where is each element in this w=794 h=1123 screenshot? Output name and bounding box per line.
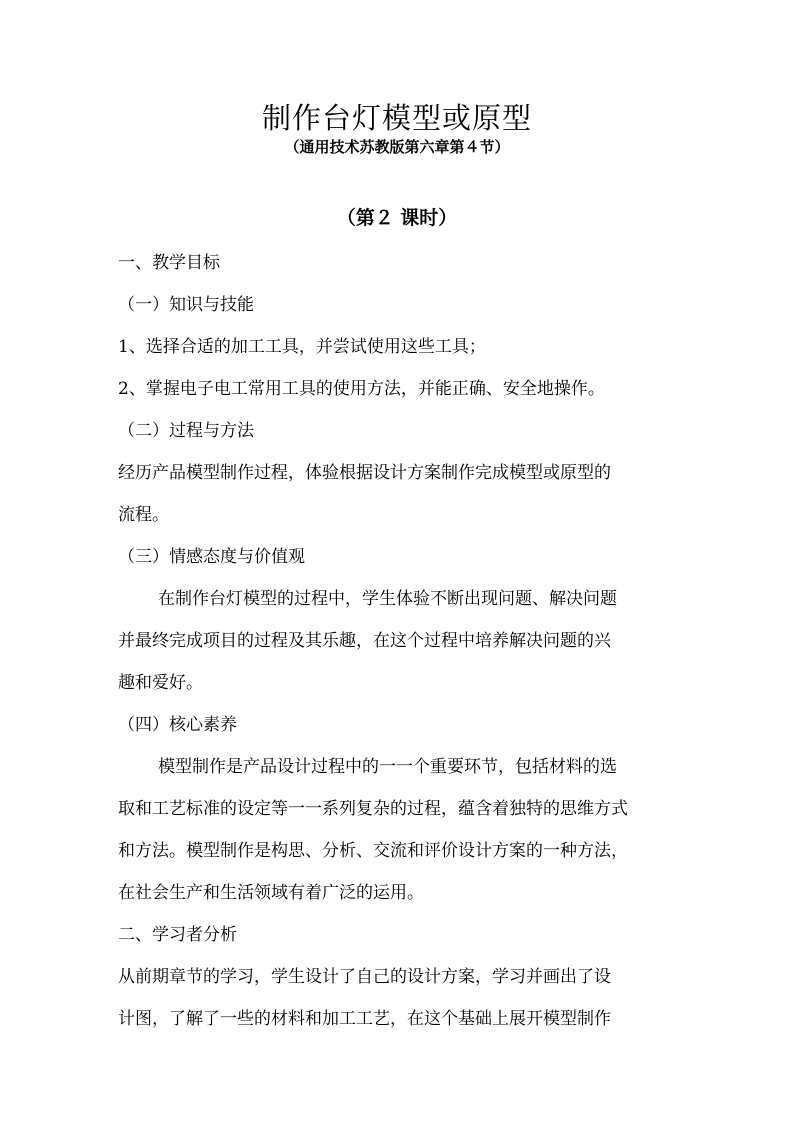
- subheading-core-literacy: （四）核心素养: [118, 715, 237, 735]
- section-heading-objectives: 一、教学目标: [118, 253, 220, 273]
- paragraph-line: 在社会生产和生活领域有着广泛的运用。: [118, 883, 424, 903]
- section-heading-learner-analysis: 二、学习者分析: [118, 925, 237, 945]
- paragraph-line: 在制作台灯模型的过程中，学生体验不断出现问题、解决问题: [158, 589, 617, 609]
- paragraph-line: 计图，了解了一些的材料和加工工艺，在这个基础上展开模型制作: [118, 1009, 611, 1029]
- page-subtitle: （通用技术苏教版第六章第４节）: [284, 138, 510, 156]
- paragraph-line: 并最终完成项目的过程及其乐趣，在这个过程中培养解决问题的兴: [118, 631, 611, 651]
- subheading-process-methods: （二）过程与方法: [118, 421, 254, 441]
- paragraph-line: 趣和爱好。: [118, 673, 203, 693]
- page-title: 制作台灯模型或原型: [261, 101, 532, 135]
- paragraph-line: 流程。: [118, 505, 169, 525]
- paragraph-line: 经历产品模型制作过程，体验根据设计方案制作完成模型或原型的: [118, 463, 611, 483]
- paragraph-line: 从前期章节的学习，学生设计了自己的设计方案，学习并画出了设: [118, 967, 611, 987]
- subheading-emotion-values: （三）情感态度与价值观: [118, 547, 305, 567]
- subheading-knowledge-skills: （一）知识与技能: [118, 295, 254, 315]
- paragraph-line: 2、掌握电子电工常用工具的使用方法，并能正确、安全地操作。: [118, 379, 605, 399]
- paragraph-line: 取和工艺标准的设定等一一系列复杂的过程，蕴含着独特的思维方式: [118, 799, 628, 819]
- paragraph-line: 模型制作是产品设计过程中的一一个重要环节，包括材料的选: [158, 757, 617, 777]
- lesson-heading: （第２ 课时）: [336, 207, 458, 229]
- paragraph-line: 和方法。模型制作是构思、分析、交流和评价设计方案的一种方法，: [118, 841, 628, 861]
- paragraph-line: 1、选择合适的加工工具，并尝试使用这些工具；: [118, 337, 486, 357]
